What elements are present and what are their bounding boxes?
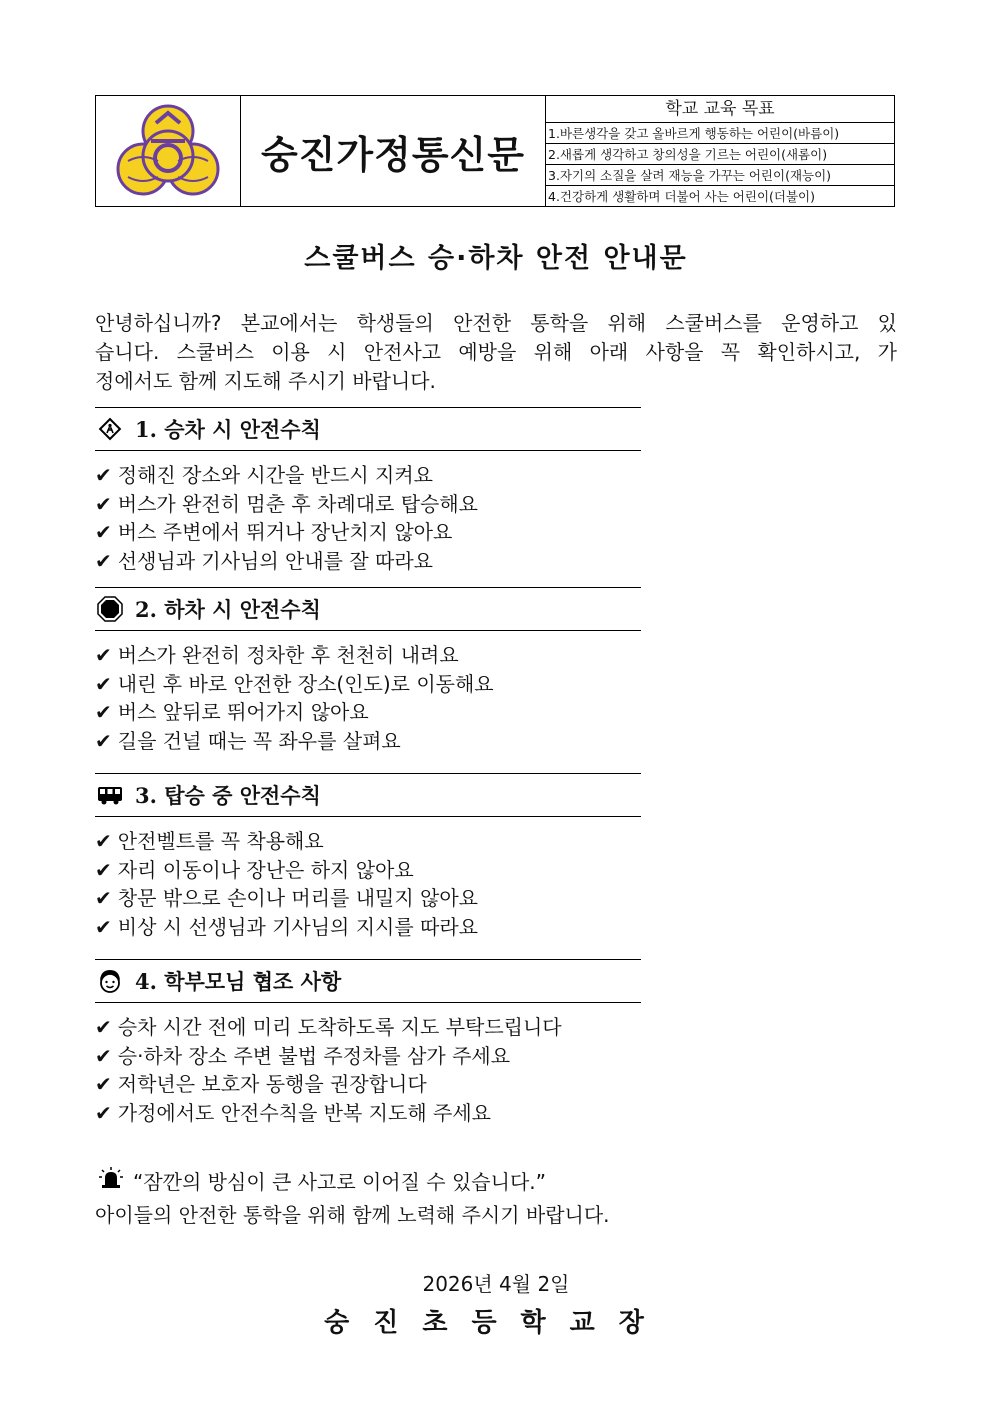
- bus-icon: [97, 782, 123, 808]
- check-icon: ✔: [95, 463, 112, 487]
- section-title: 1. 승차 시 안전수칙: [135, 417, 321, 442]
- check-icon: ✔: [95, 914, 112, 939]
- goals-heading: 학교 교육 목표: [546, 96, 894, 123]
- newsletter-title: 숭진가정통신문: [241, 96, 546, 206]
- goal-item: 1.바른생각을 갖고 올바르게 행동하는 어린이(바름이): [546, 123, 894, 144]
- check-icon: ✔: [95, 1072, 112, 1096]
- list-item: ✔ 버스 앞뒤로 뛰어가지 않아요: [95, 700, 369, 724]
- parent-face-icon: [97, 968, 123, 994]
- list-item: ✔ 창문 밖으로 손이나 머리를 내밀지 않아요: [95, 886, 478, 910]
- goal-item: 2.새롭게 생각하고 창의성을 기르는 어린이(새롬이): [546, 144, 894, 165]
- list-item: ✔ 버스가 완전히 멈춘 후 차례대로 탑승해요: [95, 491, 478, 516]
- section-parent-cooperation: [95, 959, 641, 1127]
- check-icon: ✔: [95, 829, 112, 853]
- intro-line: 습니다. 스쿨버스 이용 시 안전사고 예방을 위해 아래 사항을 꼭 확인하시고, 가: [95, 340, 897, 364]
- closing-text: 아이들의 안전한 통학을 위해 함께 노력해 주시기 바랍니다.: [95, 1203, 610, 1227]
- section-title: 4. 학부모님 협조 사항: [135, 969, 342, 994]
- check-icon: ✔: [95, 520, 112, 544]
- goal-item: 4.건강하게 생활하며 더불어 사는 어린이(더불이): [548, 189, 815, 204]
- check-icon: ✔: [95, 643, 112, 667]
- school-goals-table: [546, 96, 894, 206]
- check-icon: ✔: [95, 491, 112, 516]
- section-heading: [95, 407, 641, 451]
- list-item: ✔ 승·하차 장소 주변 불법 주정차를 삼가 주세요: [95, 1043, 511, 1068]
- newsletter-header: [95, 95, 895, 207]
- intro-line: 안녕하십니까? 본교에서는 학생들의 안전한 통학을 위해 스쿨버스를 운영하고 있: [95, 311, 897, 335]
- list-item: ✔ 저학년은 보호자 동행을 권장합니다: [95, 1072, 427, 1096]
- section-heading: [95, 959, 641, 1003]
- list-item: ✔ 승차 시간 전에 미리 도착하도록 지도 부탁드립니다: [95, 1015, 562, 1039]
- section-boarding: [95, 407, 641, 575]
- list-item: ✔ 버스가 완전히 정차한 후 천천히 내려요: [95, 643, 459, 667]
- issue-date: 2026년 4월 2일: [422, 1272, 570, 1296]
- list-item: ✔ 선생님과 기사님의 안내를 잘 따라요: [95, 548, 433, 573]
- section-title: 3. 탑승 중 안전수칙: [135, 783, 321, 808]
- school-logo: [96, 96, 241, 206]
- section-riding: [95, 773, 641, 941]
- closing-message: [95, 1166, 895, 1232]
- section-alighting: [95, 587, 641, 755]
- stop-sign-icon: [97, 596, 123, 622]
- check-icon: ✔: [95, 857, 112, 882]
- check-icon: ✔: [95, 1043, 112, 1068]
- list-item: ✔ 가정에서도 안전수칙을 반복 지도해 주세요: [95, 1100, 491, 1125]
- list-item: ✔ 길을 건널 때는 꼭 좌우를 살펴요: [95, 728, 401, 753]
- siren-icon: [99, 1166, 123, 1199]
- intro-paragraph: [95, 309, 897, 396]
- check-icon: ✔: [95, 548, 112, 573]
- closing-quote-line: [95, 1166, 895, 1199]
- document-title: 스쿨버스 승·하차 안전 안내문: [304, 243, 688, 274]
- section-heading: [95, 587, 641, 631]
- section-title: 2. 하차 시 안전수칙: [135, 597, 321, 622]
- signer: 숭진초등학교장: [324, 1308, 668, 1338]
- section-heading: [95, 773, 641, 817]
- closing-quote: “잠깐의 방심이 큰 사고로 이어질 수 있습니다.”: [133, 1170, 546, 1194]
- check-icon: ✔: [95, 700, 112, 724]
- list-item: ✔ 자리 이동이나 장난은 하지 않아요: [95, 857, 414, 882]
- list-item: ✔ 안전벨트를 꼭 착용해요: [95, 829, 324, 853]
- check-icon: ✔: [95, 1015, 112, 1039]
- check-icon: ✔: [95, 728, 112, 753]
- intro-line: 정에서도 함께 지도해 주시기 바랍니다.: [95, 369, 436, 393]
- list-item: ✔ 내린 후 바로 안전한 장소(인도)로 이동해요: [95, 671, 494, 696]
- check-icon: ✔: [95, 671, 112, 696]
- goal-item: 3.자기의 소질을 살려 재능을 가꾸는 어린이(재능이): [546, 165, 894, 186]
- list-item: ✔ 정해진 장소와 시간을 반드시 지켜요: [95, 463, 433, 487]
- check-icon: ✔: [95, 886, 112, 910]
- list-item: ✔ 비상 시 선생님과 기사님의 지시를 따라요: [95, 914, 478, 939]
- school-emblem-icon: [116, 101, 220, 201]
- check-icon: ✔: [95, 1100, 112, 1125]
- kid-crossing-sign-icon: [97, 416, 123, 442]
- list-item: ✔ 버스 주변에서 뛰거나 장난치지 않아요: [95, 520, 453, 544]
